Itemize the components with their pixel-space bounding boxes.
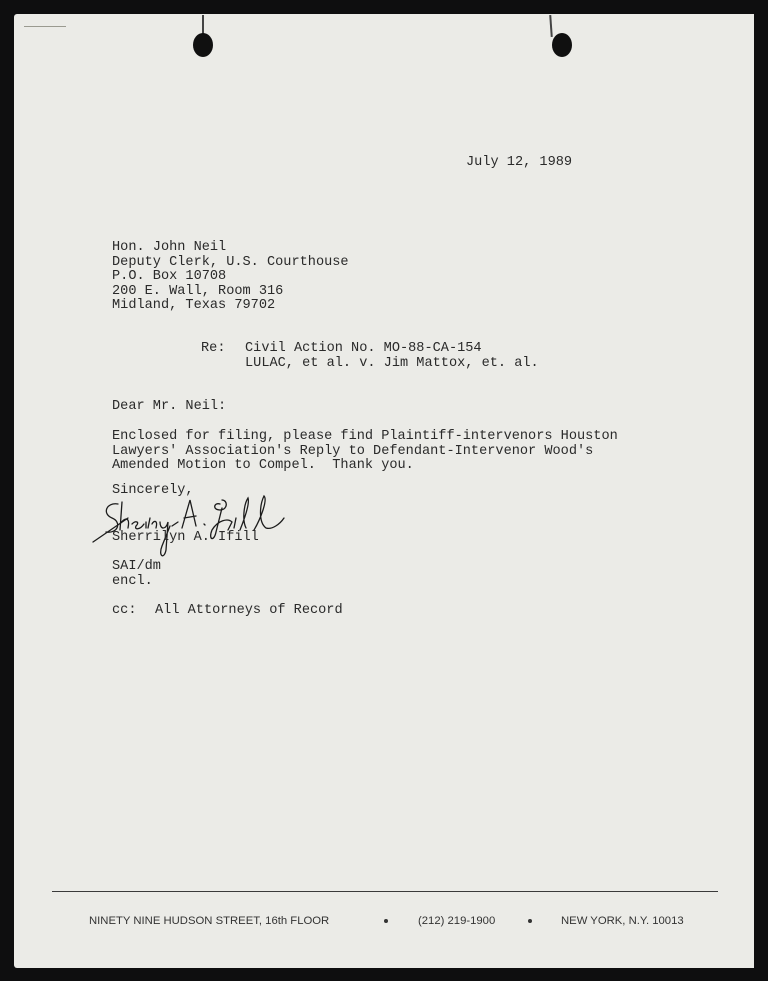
recipient-line: Deputy Clerk, U.S. Courthouse — [112, 254, 349, 270]
re-line: LULAC, et al. v. Jim Mattox, et. al. — [245, 356, 539, 371]
re-line: Civil Action No. MO-88-CA-154 — [245, 341, 482, 356]
recipient-line: 200 E. Wall, Room 316 — [112, 283, 284, 299]
salutation: Dear Mr. Neil: — [112, 399, 227, 414]
body-line: Lawyers' Association's Reply to Defendant-Intervenor Wood's — [112, 443, 594, 459]
page-mark — [24, 26, 66, 27]
body-line: Amended Motion to Compel. Thank you. — [112, 458, 414, 473]
cc-recipients: All Attorneys of Record — [155, 603, 343, 618]
footer-city: NEW YORK, N.Y. 10013 — [561, 915, 684, 927]
recipient-line: P.O. Box 10708 — [112, 269, 227, 284]
re-label: Re: — [201, 341, 226, 356]
footer-phone: (212) 219-1900 — [418, 915, 496, 927]
footer-divider — [52, 891, 718, 892]
signer-name: Sherrilyn A. Ifill — [112, 530, 259, 545]
initials: SAI/dm — [112, 559, 161, 574]
body-line: Enclosed for filing, please find Plaintiff-intervenors Houston — [112, 429, 618, 444]
punch-hole-right — [552, 33, 572, 57]
handwritten-signature — [88, 490, 298, 565]
enclosure-note: encl. — [112, 573, 153, 589]
bullet-icon — [384, 919, 388, 923]
bullet-icon — [528, 919, 532, 923]
letter-date: July 12, 1989 — [466, 155, 573, 170]
punch-hole-left — [193, 33, 213, 57]
recipient-line: Midland, Texas 79702 — [112, 298, 276, 313]
footer-address: NINETY NINE HUDSON STREET, 16th FLOOR — [89, 915, 330, 927]
closing: Sincerely, — [112, 483, 194, 498]
cc-label: cc: — [112, 603, 137, 618]
recipient-line: Hon. John Neil — [112, 240, 227, 255]
